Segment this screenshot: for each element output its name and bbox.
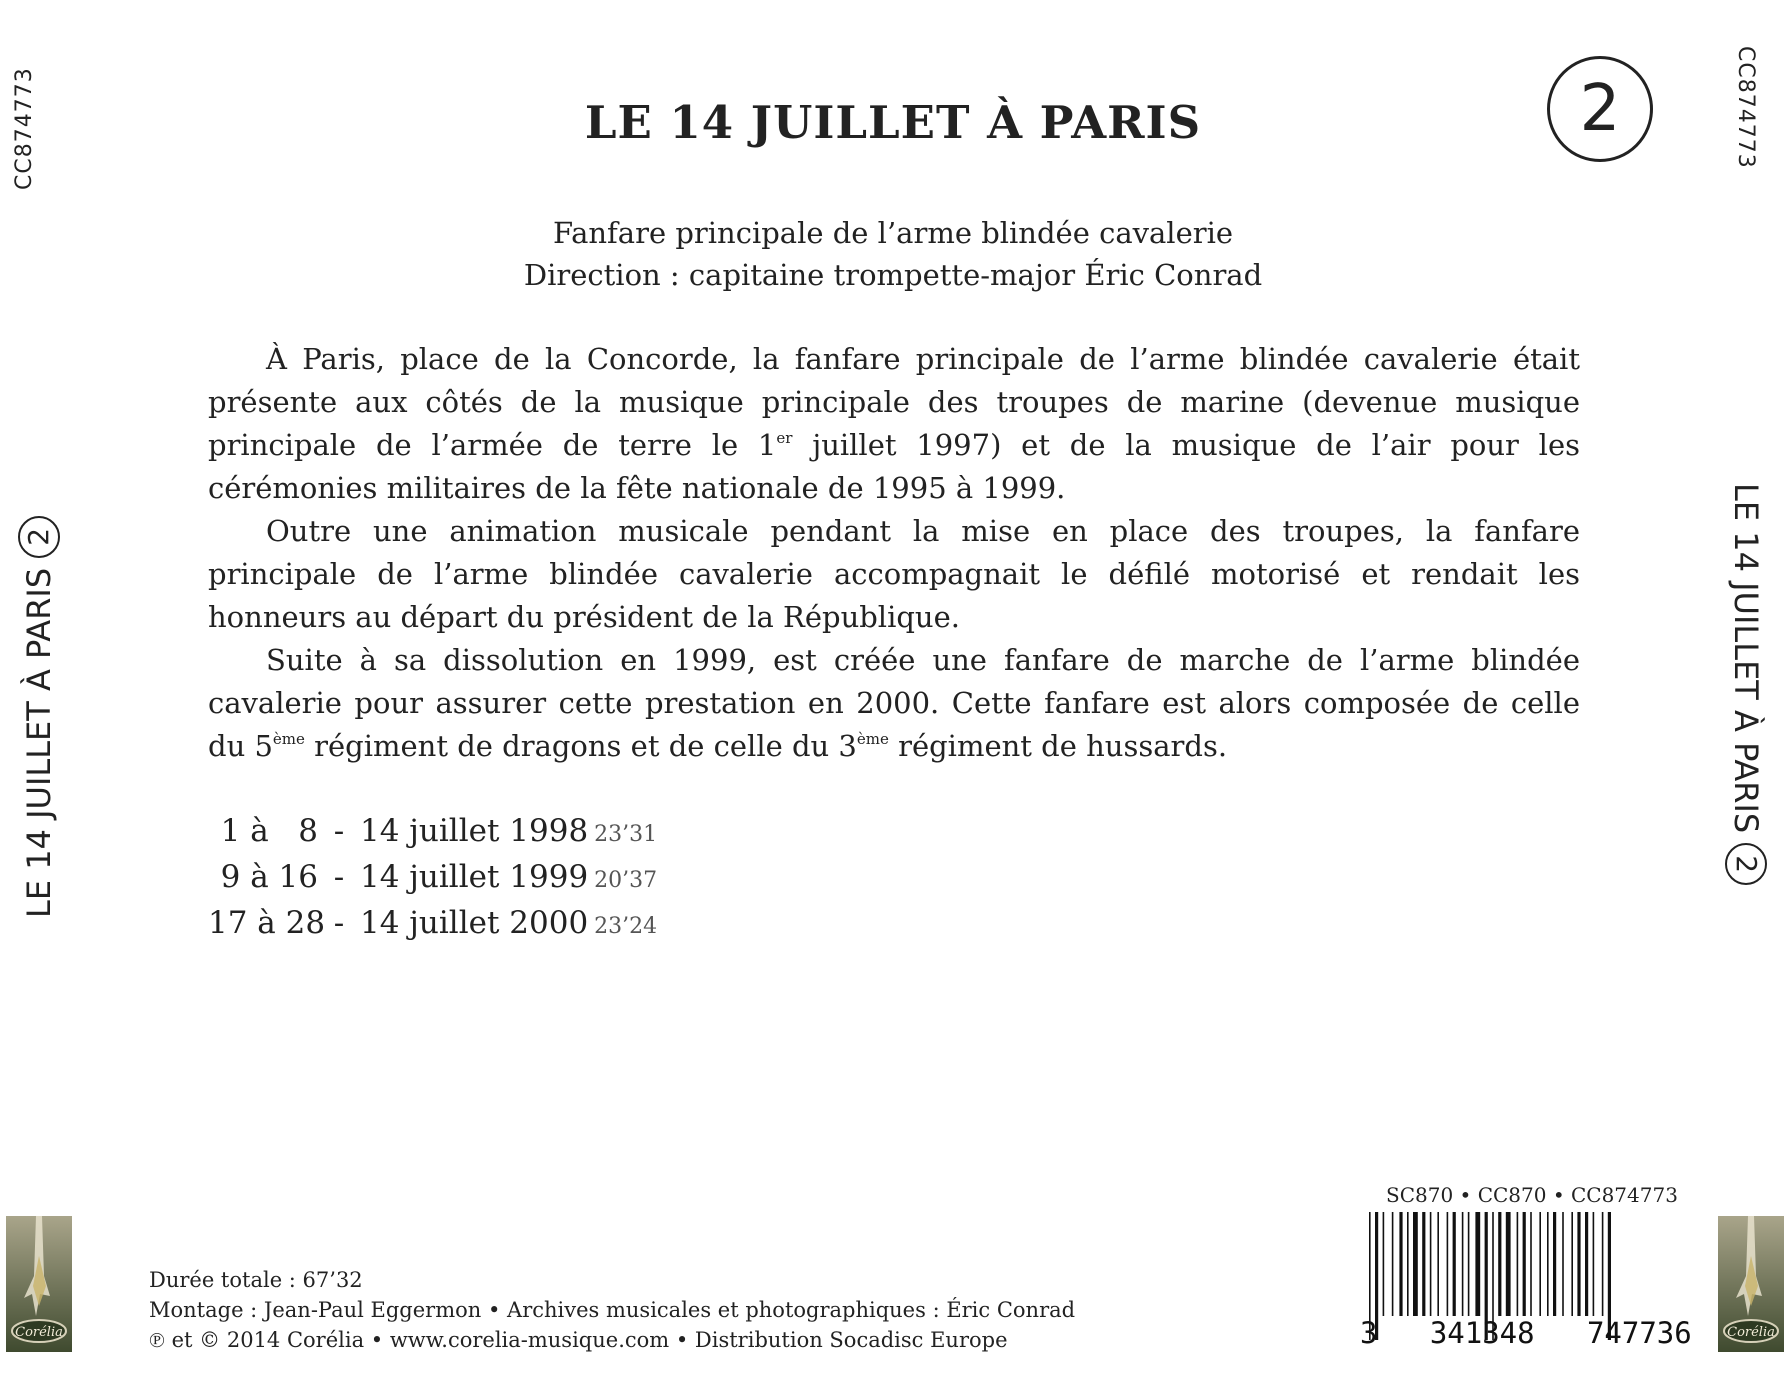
paragraph-3: Suite à sa dissolution en 1999, est créée une fanfare de marche de l’arme blindée cavalerie pour assurer cette prestation en 2000. Cette fanfare est alors composée de celle du 5ème régiment de dragons et de celle du 3ème régiment de hussards. [208, 643, 1580, 763]
spine-title-text: LE 14 JUILLET À PARIS [1727, 483, 1765, 834]
track-row: 1 à 8 - 14 juillet 1998 23’31 [220, 813, 658, 849]
total-duration: Durée totale : 67’32 [149, 1268, 363, 1292]
ensemble-line: Fanfare principale de l’arme blindée cavalerie [552, 216, 1234, 250]
copyright-line: ℗ et © 2014 Corélia • www.corelia-musique.com • Distribution Socadisc Europe [149, 1328, 1008, 1352]
corelia-logo-icon [1718, 1216, 1784, 1352]
catalog-numbers: SC870 • CC870 • CC874773 [1386, 1183, 1678, 1207]
track-row: 17 à 28 - 14 juillet 2000 23’24 [208, 905, 658, 941]
spine-code-right: CC874773 [1733, 46, 1758, 169]
disc-number-badge: 2 [1547, 56, 1653, 162]
corelia-logo-icon [6, 1216, 72, 1352]
barcode-digits: 3 341348 747736 [1360, 1316, 1692, 1350]
corelia-logo-right [1718, 1216, 1784, 1352]
paragraph-2: Outre une animation musicale pendant la mise en place des troupes, la fanfare principale de l’arme blindée cavalerie accompagnait le défilé motorisé et rendait les honneurs au départ du président de la République. [208, 514, 1580, 634]
spine-disc-number: 2 [1725, 843, 1767, 885]
direction-line: Direction : capitaine trompette-major Éric Conrad [523, 258, 1263, 292]
credits [149, 1265, 1075, 1355]
svg-text:Corélia: Corélia [15, 1325, 63, 1340]
svg-text:Corélia: Corélia [1727, 1325, 1775, 1340]
page-title: LE 14 JUILLET À PARIS [584, 96, 1202, 149]
montage-credit: Montage : Jean-Paul Eggermon • Archives musicales et photographiques : Éric Conrad [149, 1298, 1076, 1322]
spine-title-text: LE 14 JUILLET À PARIS [20, 567, 58, 918]
spine-code-left: CC874773 [12, 67, 37, 190]
spine-disc-number: 2 [18, 516, 60, 558]
track-list [208, 810, 657, 948]
paragraph-1: À Paris, place de la Concorde, la fanfare principale de l’arme blindée cavalerie était présente aux côtés de la musique principale des troupes de marine (devenue musique principale de l’armée de terre le 1er juillet 1997) et de la musique de l’air pour les cérémonies militaires de la fête nationale de 1995 à 1999. [208, 342, 1580, 505]
spine-title-right [1725, 483, 1767, 885]
corelia-logo-left [6, 1216, 72, 1352]
liner-notes [208, 338, 1580, 768]
track-row: 9 à 16 - 14 juillet 1999 20’37 [220, 859, 658, 895]
spine-title-left [18, 516, 60, 918]
